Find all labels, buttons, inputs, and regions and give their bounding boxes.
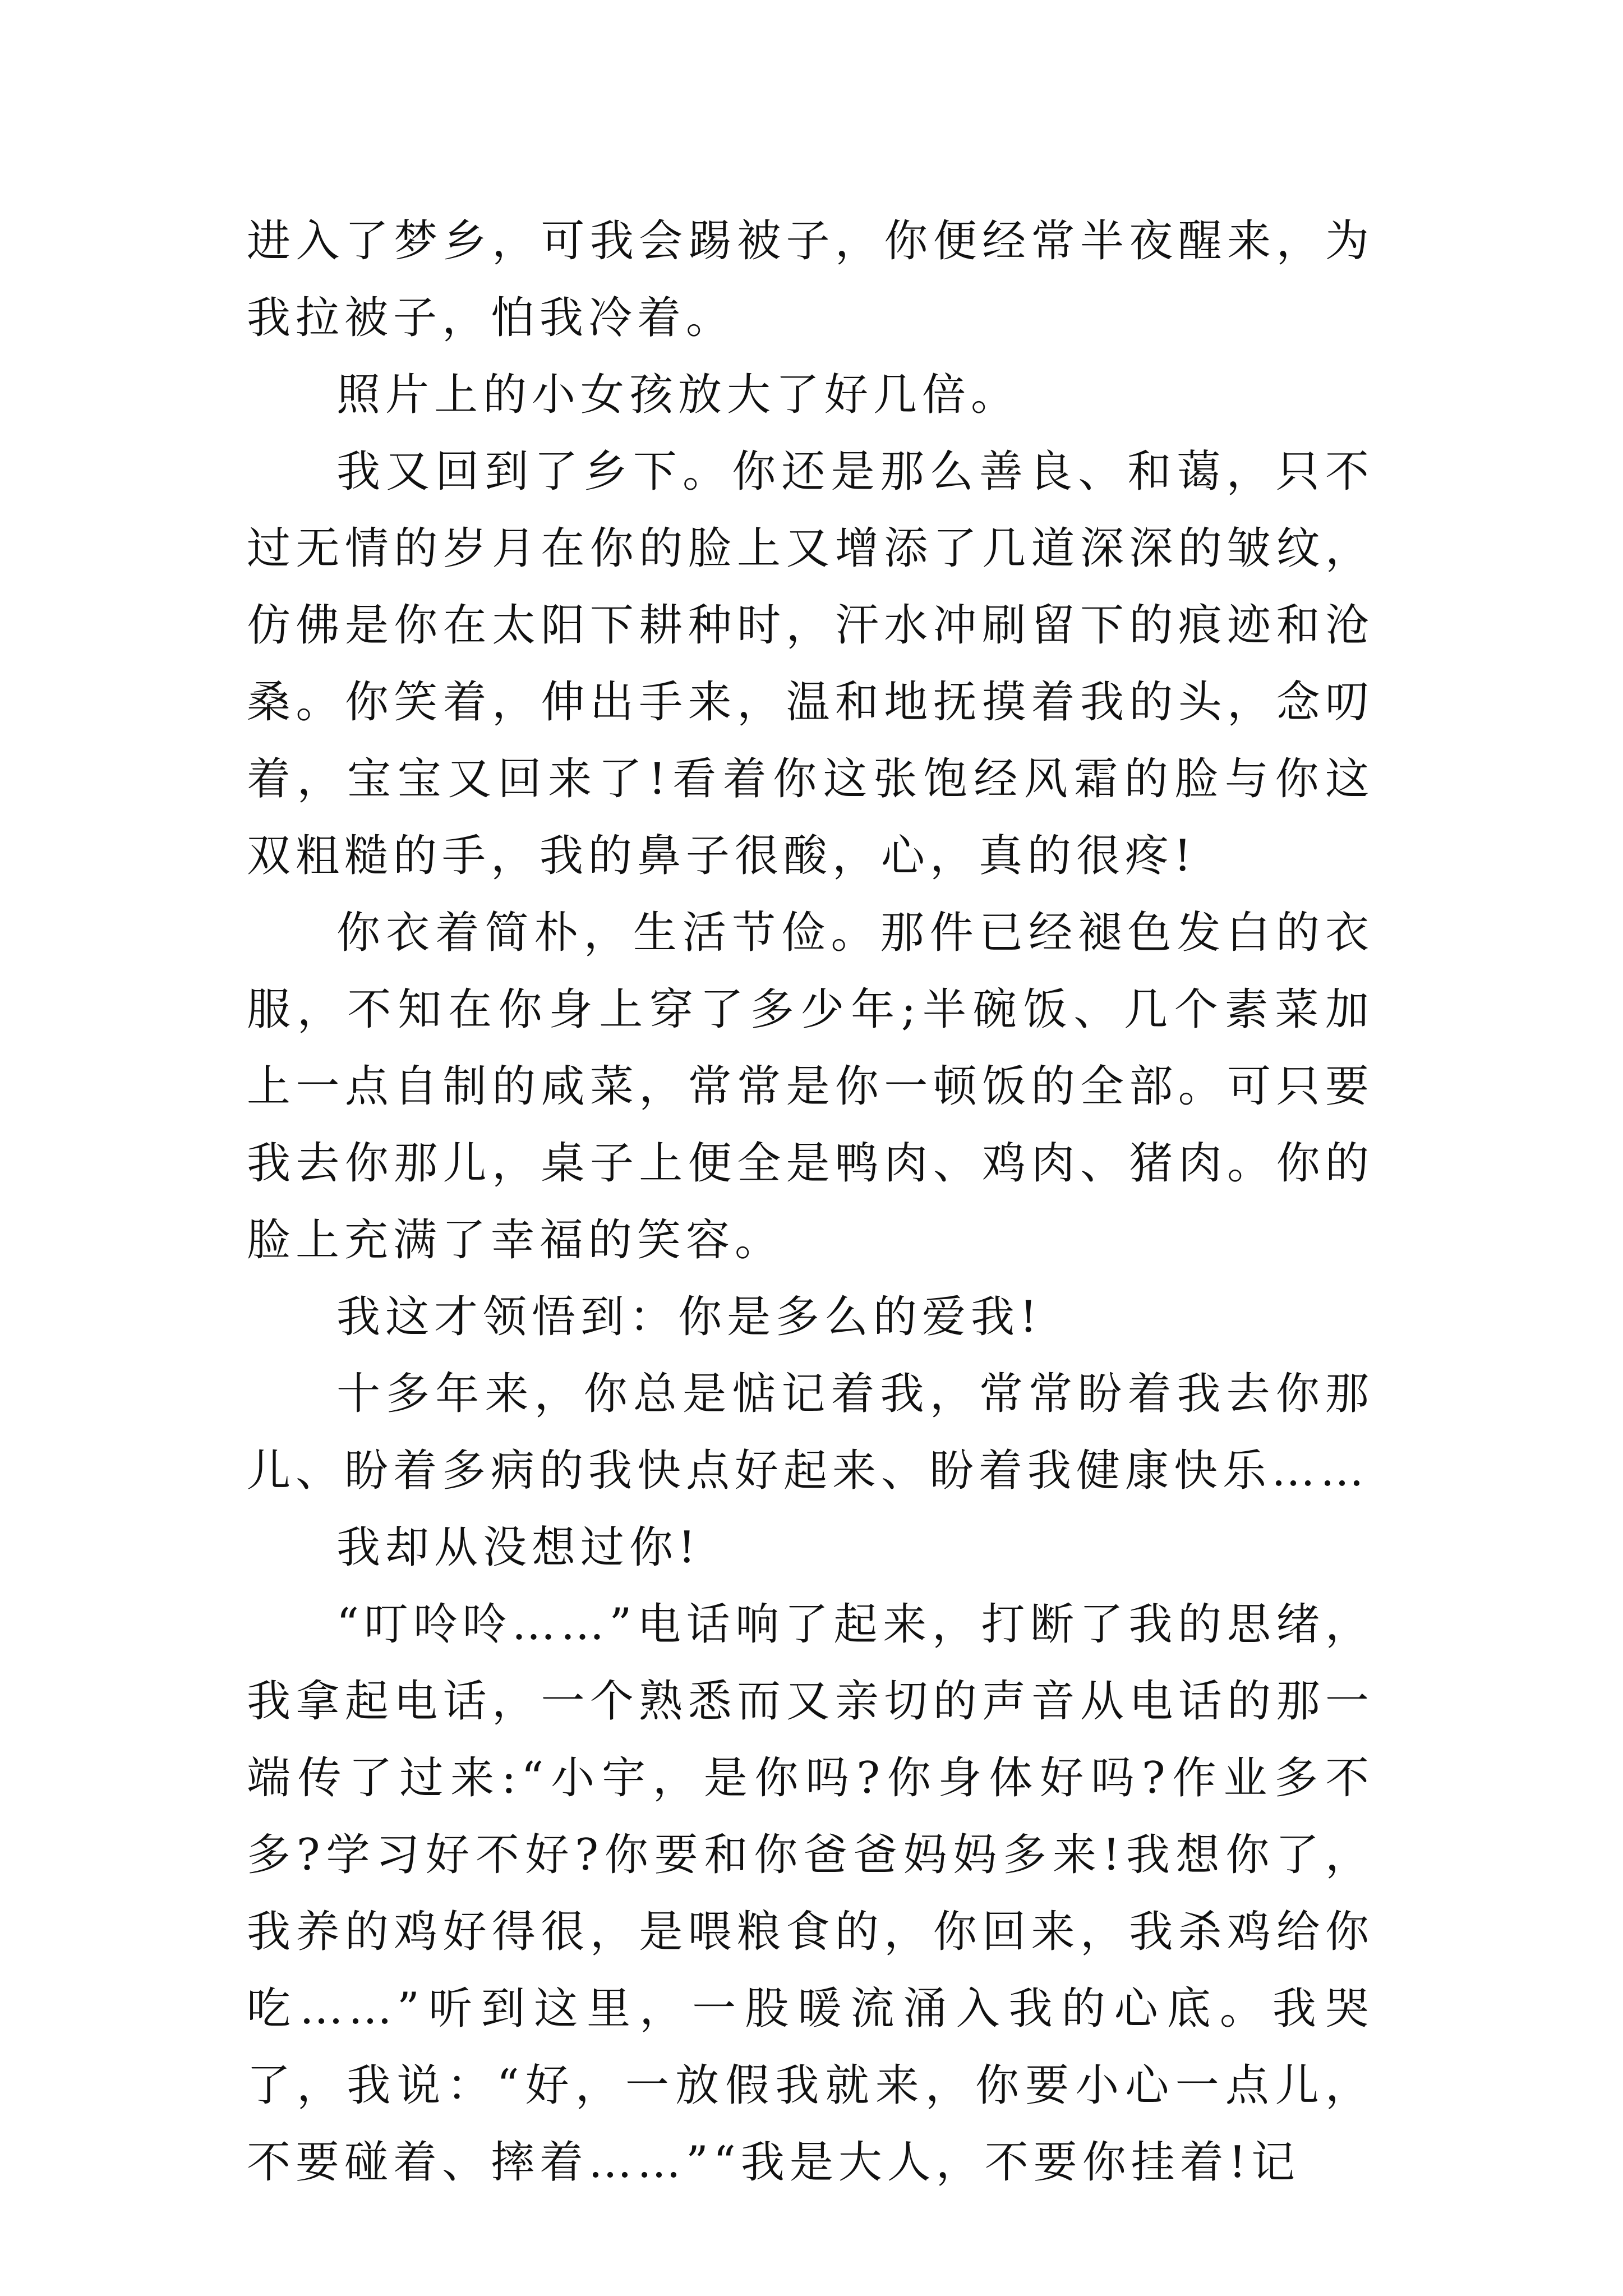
document-page	[247, 203, 1374, 2201]
paragraph-1: 进入了梦乡，可我会踢被子，你便经常半夜醒来，为我拉被子，怕我冷着。	[247, 216, 1374, 343]
paragraph-2: 照片上的小女孩放大了好几倍。	[336, 370, 1020, 420]
paragraph-4: 你衣着简朴，生活节俭。那件已经褪色发白的衣服，不知在你身上穿了多少年;半碗饭、几个素菜加上一点自制的咸菜，常常是你一顿饭的全部。可只要我去你那儿，桌子上便全是鸭肉、鸡肉、猪肉。你的脸上充满了幸福的笑容。	[247, 908, 1374, 1266]
paragraph-3: 我又回到了乡下。你还是那么善良、和蔼，只不过无情的岁月在你的脸上又增添了几道深深的皱纹，仿佛是你在太阳下耕种时，汗水冲刷留下的痕迹和沧桑。你笑着，伸出手来，温和地抚摸着我的头，念叨着，宝宝又回来了!看着你这张饱经风霜的脸与你这双粗糙的手，我的鼻子很酸，心，真的很疼!	[247, 447, 1374, 881]
paragraph-6: 十多年来，你总是惦记着我，常常盼着我去你那儿、盼着多病的我快点好起来、盼着我健康快乐……	[247, 1369, 1374, 1496]
paragraph-8: “叮呤呤……”电话响了起来，打断了我的思绪，我拿起电话，一个熟悉而又亲切的声音从电话的那一端传了过来:“小宇，是你吗?你身体好吗?作业多不多?学习好不好?你要和你爸爸妈妈多来!我想你了，我养的鸡好得很，是喂粮食的，你回来，我杀鸡给你吃……”听到这里，一股暖流涌入我的心底。我哭了，我说：“好，一放假我就来，你要小心一点儿，不要碰着、摔着……”“我是大人，不要你挂着!记	[247, 1599, 1374, 2188]
paragraph-7: 我却从没想过你!	[336, 1522, 701, 1573]
paragraph-5: 我这才领悟到：你是多么的爱我!	[336, 1292, 1043, 1342]
